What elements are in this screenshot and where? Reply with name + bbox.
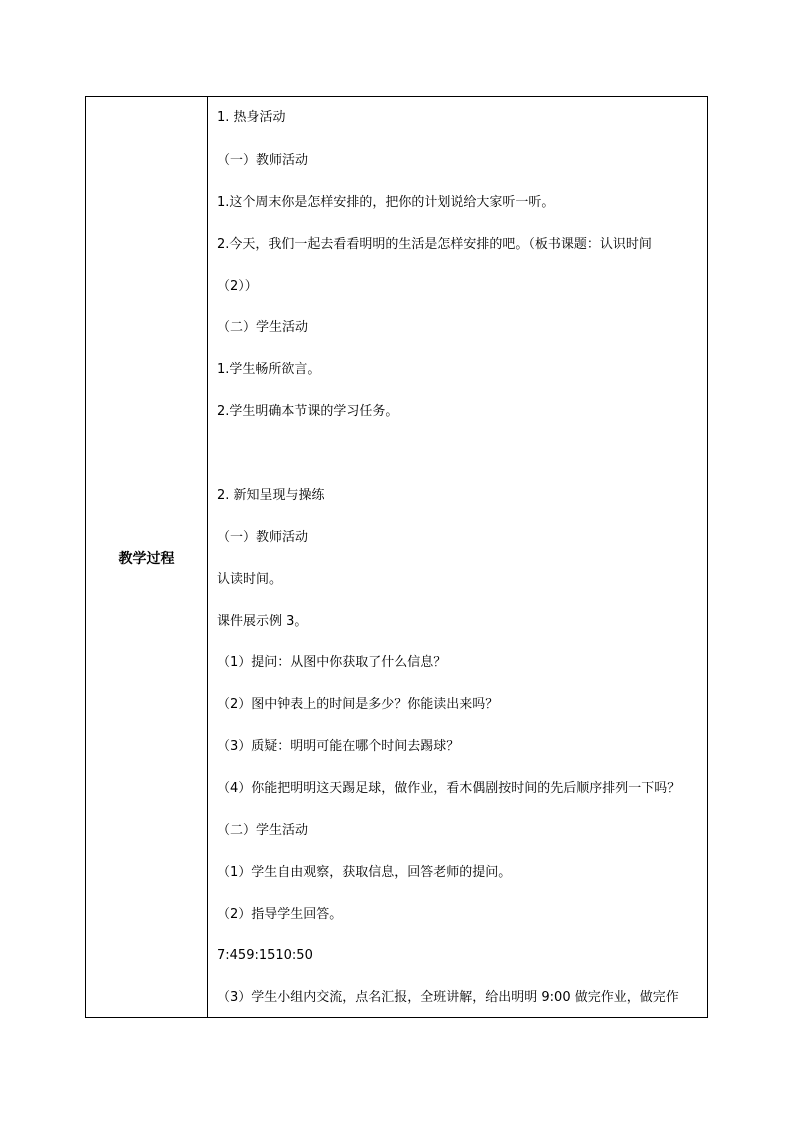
student-item-1: 1.学生畅所欲言。 xyxy=(217,362,321,377)
label-cell xyxy=(86,97,208,1017)
read-time-line: 认读时间。 xyxy=(217,572,283,587)
teacher-item-2-cont: （2）） xyxy=(217,279,258,294)
student-activity-heading-1: （二）学生活动 xyxy=(217,320,309,335)
teacher-item-2: 2.今天，我们一起去看看明明的生活是怎样安排的吧。（板书课题：认识时间 xyxy=(217,237,652,252)
student-step-3: （3）学生小组内交流，点名汇报，全班讲解，给出明明 9:00 做完作业，做完作 xyxy=(217,990,679,1005)
question-1: （1）提问：从图中你获取了什么信息？ xyxy=(217,655,447,670)
student-activity-heading-2: （二）学生活动 xyxy=(217,823,309,838)
content-cell xyxy=(208,97,707,1017)
question-2: （2）图中钟表上的时间是多少？你能读出来吗？ xyxy=(217,697,499,712)
student-step-1: （1）学生自由观察，获取信息，回答老师的提问。 xyxy=(217,865,512,880)
warmup-heading: 1. 热身活动 xyxy=(217,110,286,125)
teacher-item-1: 1.这个周末你是怎样安排的，把你的计划说给大家听一听。 xyxy=(217,195,555,210)
section-label: 教学过程 xyxy=(118,551,175,567)
teacher-activity-heading-2: （一）教师活动 xyxy=(217,530,309,545)
student-step-2: （2）指导学生回答。 xyxy=(217,907,343,922)
new-knowledge-heading: 2. 新知呈现与操练 xyxy=(217,488,325,503)
courseware-example-line: 课件展示例 3。 xyxy=(217,614,308,629)
time-values: 7:459:1510:50 xyxy=(217,948,313,963)
question-3: （3）质疑：明明可能在哪个时间去踢球？ xyxy=(217,739,460,754)
lesson-table xyxy=(85,96,708,1018)
teacher-activity-heading-1: （一）教师活动 xyxy=(217,153,309,168)
question-4: （4）你能把明明这天踢足球，做作业，看木偶剧按时间的先后顺序排列一下吗？ xyxy=(217,781,681,796)
student-item-2: 2.学生明确本节课的学习任务。 xyxy=(217,404,399,419)
